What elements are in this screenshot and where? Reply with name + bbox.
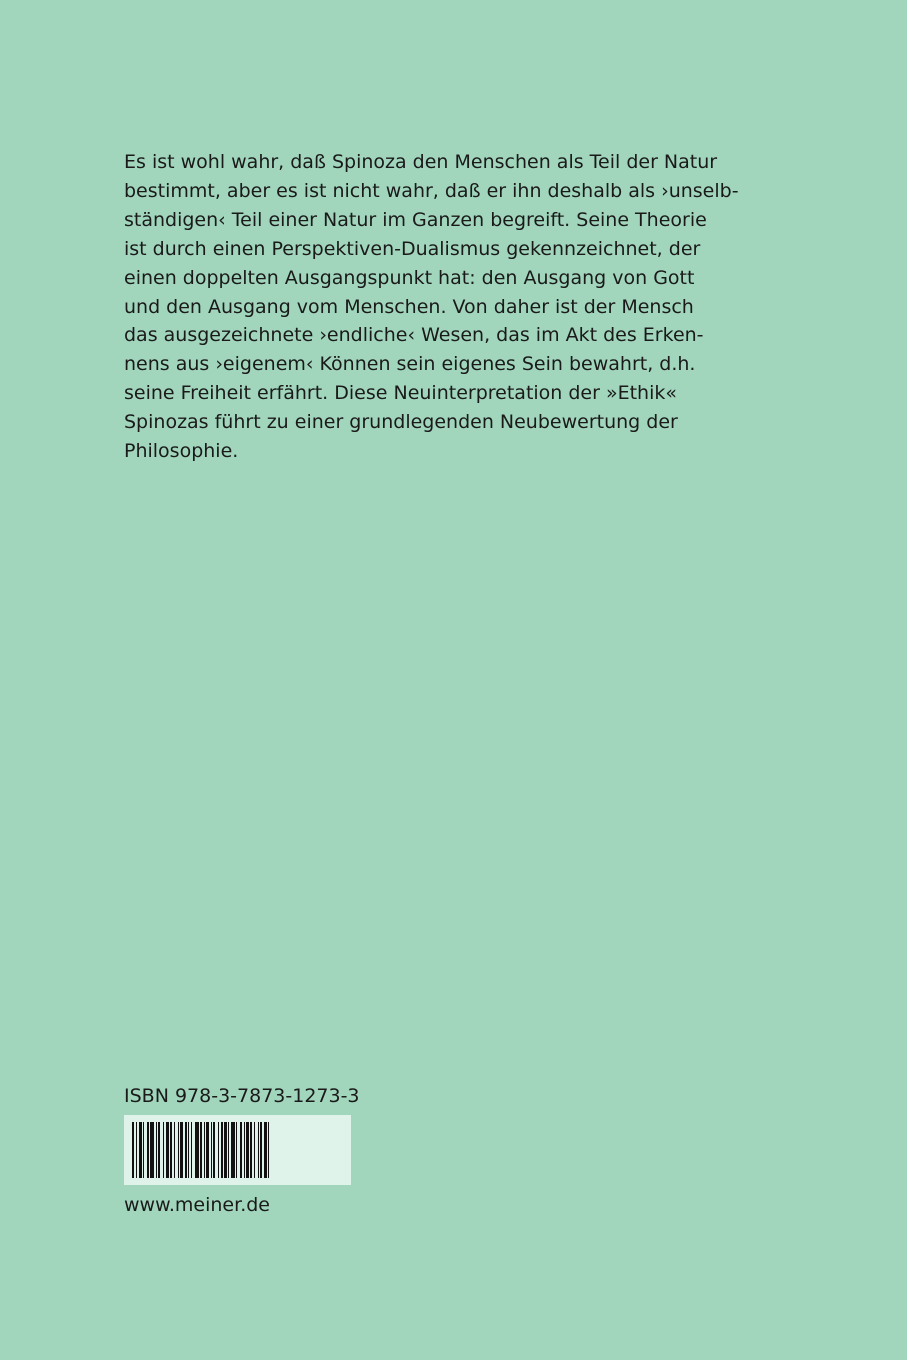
blurb-line: ständigen‹ Teil einer Natur im Ganzen begreift. Seine Theorie: [124, 208, 707, 231]
barcode-bar: [240, 1122, 242, 1178]
blurb-line: nens aus ›eigenem‹ Können sein eigenes Sein bewahrt, d.h.: [124, 353, 696, 376]
barcode-bar: [224, 1122, 227, 1178]
barcode-bar: [254, 1122, 255, 1178]
barcode-bar: [206, 1122, 209, 1178]
barcode-bar: [200, 1122, 202, 1178]
blurb-line: das ausgezeichnete ›endliche‹ Wesen, das im Akt des Erken-: [124, 324, 704, 347]
barcode-bar: [228, 1122, 229, 1178]
barcode-bar: [143, 1122, 144, 1178]
barcode-bar: [246, 1122, 249, 1178]
isbn-number: ISBN 978-3-7873-1273-3: [124, 1085, 360, 1107]
barcode-bar: [191, 1122, 192, 1178]
barcode-bar: [258, 1122, 259, 1178]
barcode-bar: [150, 1122, 154, 1178]
blurb-line: ist durch einen Perspektiven-Dualismus gekennzeichnet, der: [124, 237, 701, 260]
barcode-bar: [250, 1122, 252, 1178]
barcode-bar: [236, 1122, 237, 1178]
barcode-bar: [132, 1122, 134, 1178]
barcode-bar: [185, 1122, 187, 1178]
barcode-bar: [136, 1122, 137, 1178]
blurb-line: Philosophie.: [124, 440, 239, 463]
barcode-bar: [244, 1122, 245, 1178]
blurb-line: seine Freiheit erfährt. Diese Neuinterpretation der »Ethik«: [124, 382, 678, 405]
barcode-bar: [211, 1122, 212, 1178]
barcode-bar: [139, 1122, 142, 1178]
barcode-bar: [180, 1122, 183, 1178]
barcode-icon: [124, 1115, 351, 1185]
barcode-bar: [178, 1122, 179, 1178]
barcode-bar: [158, 1122, 160, 1178]
barcode-bar: [264, 1122, 267, 1178]
blurb-line: und den Ausgang vom Menschen. Von daher ist der Mensch: [124, 295, 694, 318]
barcode-bar: [260, 1122, 262, 1178]
back-cover-blurb: [124, 148, 739, 466]
barcode-bar: [170, 1122, 172, 1178]
blurb-line: einen doppelten Ausgangspunkt hat: den Ausgang von Gott: [124, 266, 695, 289]
barcode-bar: [156, 1122, 157, 1178]
barcode-bar: [204, 1122, 205, 1178]
barcode-bar: [174, 1122, 175, 1178]
publisher-website: www.meiner.de: [124, 1194, 270, 1216]
barcode-bar: [188, 1122, 189, 1178]
barcode-bar: [166, 1122, 169, 1178]
blurb-line: Es ist wohl wahr, daß Spinoza den Menschen als Teil der Natur: [124, 151, 718, 173]
barcode-bar: [221, 1122, 223, 1178]
barcode-bar: [147, 1122, 149, 1178]
barcode-bar: [213, 1122, 215, 1178]
blurb-line: Spinozas führt zu einer grundlegenden Neubewertung der: [124, 411, 678, 434]
barcode-bar: [218, 1122, 219, 1178]
barcode-graphic: [124, 1115, 351, 1185]
barcode-bar: [195, 1122, 199, 1178]
barcode-bar: [231, 1122, 235, 1178]
barcode-bar: [163, 1122, 164, 1178]
barcode-bar: [268, 1122, 269, 1178]
blurb-line: bestimmt, aber es ist nicht wahr, daß er ihn deshalb als ›unselb-: [124, 179, 739, 202]
